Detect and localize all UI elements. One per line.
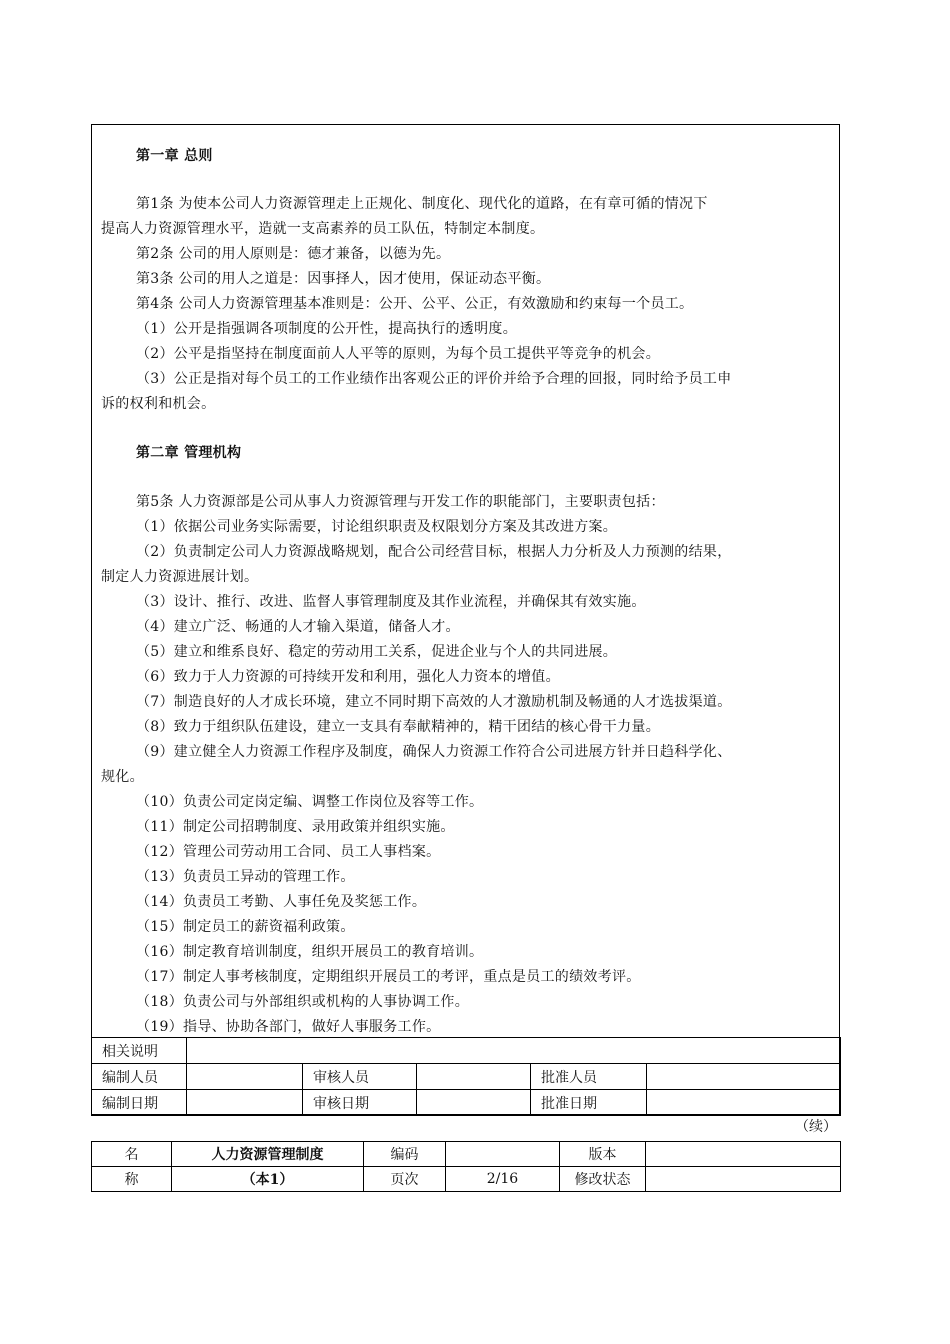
body-line: （19）指导、协助各部门，做好人事服务工作。: [136, 1019, 441, 1035]
footer-row-1: [92, 1142, 841, 1167]
body-line: （16）制定教育培训制度，组织开展员工的教育培训。: [136, 944, 484, 960]
body-line: 第2条 公司的用人原则是：德才兼备，以德为先。: [136, 246, 451, 262]
body-line: 提高人力资源管理水平，造就一支高素养的员工队伍，特制定本制度。: [101, 221, 545, 237]
footer-row-2: [92, 1167, 841, 1192]
body-line: 规化。: [101, 769, 144, 785]
compile-date-field[interactable]: [187, 1090, 303, 1116]
revision-label: 修改状态: [560, 1167, 646, 1192]
code-field[interactable]: [446, 1142, 560, 1167]
body-line: （18）负责公司与外部组织或机构的人事协调工作。: [136, 994, 470, 1010]
body-line: （1）依据公司业务实际需要，讨论组织职责及权限划分方案及其改进方案。: [136, 519, 618, 535]
footer-table: [91, 1141, 841, 1192]
related-field[interactable]: [187, 1038, 841, 1064]
signoff-table: [91, 1037, 841, 1116]
compiler-label: 编制人员: [92, 1064, 187, 1090]
compiler-field[interactable]: [187, 1064, 303, 1090]
body-line: （12）管理公司劳动用工合同、员工人事档案。: [136, 844, 441, 860]
approver-label: 批准人员: [531, 1064, 647, 1090]
body-line: （6）致力于人力资源的可持续开发和利用，强化人力资本的增值。: [136, 669, 560, 685]
body-line: （7）制造良好的人才成长环境，建立不同时期下高效的人才激励机制及畅通的人才选拔渠道。: [136, 694, 732, 710]
chapter-heading: 第二章 管理机构: [136, 445, 242, 461]
version-field[interactable]: [646, 1142, 841, 1167]
body-line: （4）建立广泛、畅通的人才输入渠道，储备人才。: [136, 619, 460, 635]
reviewer-field[interactable]: [417, 1064, 531, 1090]
document-body: [91, 124, 840, 1115]
body-line: 第3条 公司的用人之道是：因事择人，因才使用，保证动态平衡。: [136, 271, 551, 287]
body-line: 第5条 人力资源部是公司从事人力资源管理与开发工作的职能部门，主要职责包括：: [136, 494, 665, 510]
body-line: （15）制定员工的薪资福利政策。: [136, 919, 355, 935]
body-line: （1）公开是指强调各项制度的公开性，提高执行的透明度。: [136, 321, 518, 337]
body-line: （13）负责员工异动的管理工作。: [136, 869, 355, 885]
body-line: （8）致力于组织队伍建设，建立一支具有奉献精神的，精干团结的核心骨干力量。: [136, 719, 661, 735]
body-line: 诉的权利和机会。: [101, 396, 216, 412]
review-date-label: 审核日期: [303, 1090, 417, 1116]
version-label: 版本: [560, 1142, 646, 1167]
body-line: 第4条 公司人力资源管理基本准则是：公开、公平、公正，有效激励和约束每一个员工。: [136, 296, 694, 312]
doc-title: 人力资源管理制度: [172, 1142, 364, 1167]
body-line: （3）设计、推行、改进、监督人事管理制度及其作业流程，并确保其有效实施。: [136, 594, 646, 610]
body-line: （5）建立和维系良好、稳定的劳动用工关系，促进企业与个人的共同进展。: [136, 644, 618, 660]
body-line: （3）公正是指对每个员工的工作业绩作出客观公正的评价并给予合理的回报，同时给予员工申: [136, 371, 732, 387]
page-label: 页次: [364, 1167, 446, 1192]
compile-date-label: 编制日期: [92, 1090, 187, 1116]
reviewer-label: 审核人员: [303, 1064, 417, 1090]
approve-date-field[interactable]: [647, 1090, 841, 1116]
body-line: （10）负责公司定岗定编、调整工作岗位及容等工作。: [136, 794, 484, 810]
body-line: （2）负责制定公司人力资源战略规划，配合公司经营目标，根据人力分析及人力预测的结果，: [136, 544, 732, 560]
revision-field[interactable]: [646, 1167, 841, 1192]
page-number: 2/16: [446, 1167, 560, 1192]
related-label: 相关说明: [92, 1038, 187, 1064]
code-label: 编码: [364, 1142, 446, 1167]
body-line: 第1条 为使本公司人力资源管理走上正规化、制度化、现代化的道路，在有章可循的情况下: [136, 196, 708, 212]
document-content: [92, 125, 841, 1037]
related-row: [92, 1038, 841, 1064]
date-row: [92, 1090, 841, 1116]
approve-date-label: 批准日期: [531, 1090, 647, 1116]
approver-field[interactable]: [647, 1064, 841, 1090]
body-line: （9）建立健全人力资源工作程序及制度，确保人力资源工作符合公司进展方针并日趋科学化、: [136, 744, 732, 760]
name-label-top: 名: [92, 1142, 172, 1167]
chapter-heading: 第一章 总则: [136, 148, 213, 164]
body-line: 制定人力资源进展计划。: [101, 569, 259, 585]
name-label-bottom: 称: [92, 1167, 172, 1192]
review-date-field[interactable]: [417, 1090, 531, 1116]
body-line: （14）负责员工考勤、人事任免及奖惩工作。: [136, 894, 427, 910]
continued-label: （续）: [795, 1119, 837, 1135]
staff-row: [92, 1064, 841, 1090]
doc-version-note: （本1）: [172, 1167, 364, 1192]
body-line: （17）制定人事考核制度，定期组织开展员工的考评，重点是员工的绩效考评。: [136, 969, 641, 985]
body-line: （2）公平是指坚持在制度面前人人平等的原则，为每个员工提供平等竞争的机会。: [136, 346, 661, 362]
body-line: （11）制定公司招聘制度、录用政策并组织实施。: [136, 819, 455, 835]
